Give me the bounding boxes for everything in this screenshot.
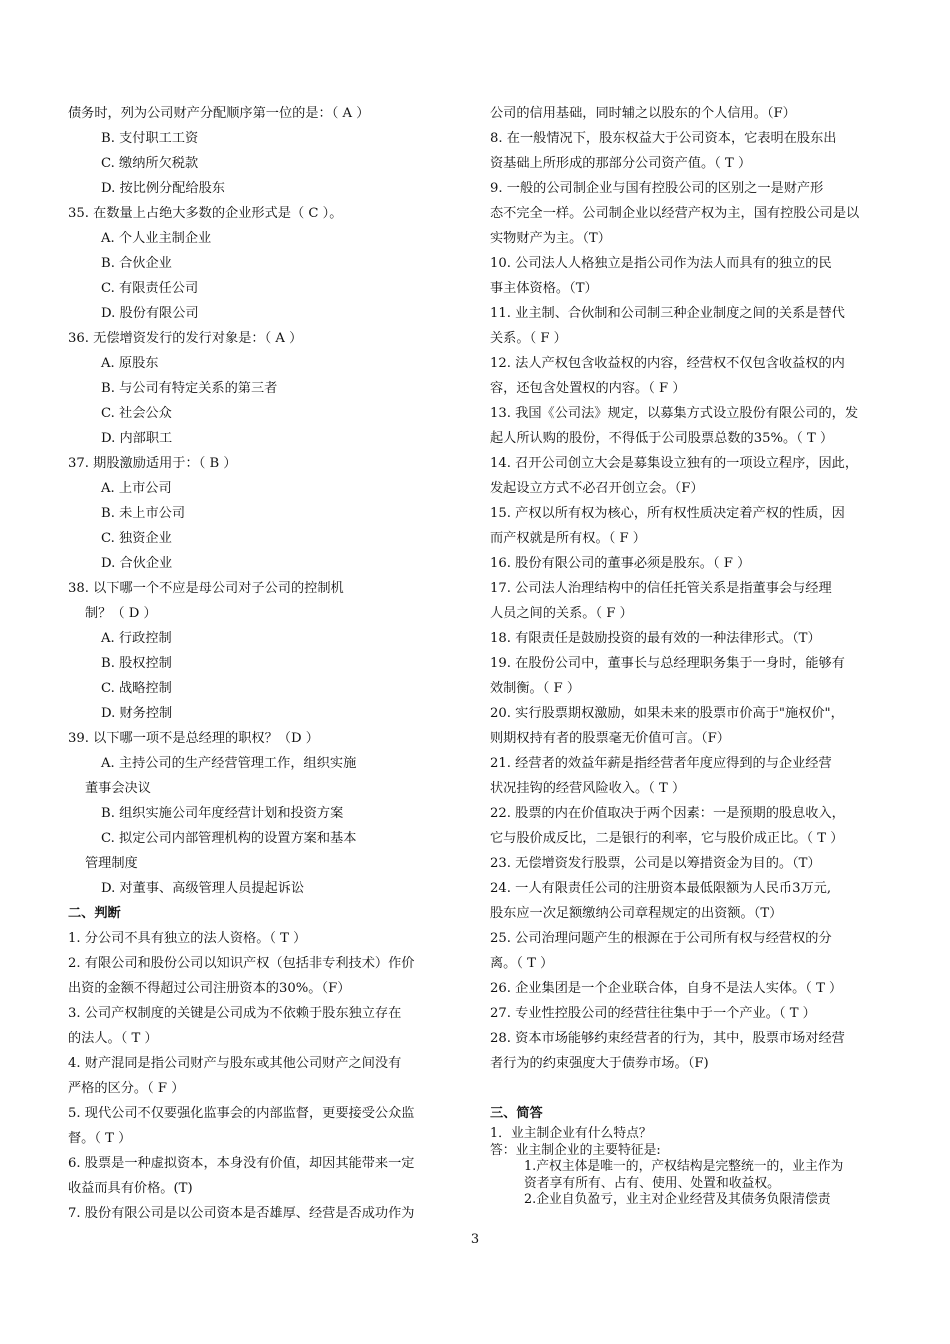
text-line: A. 原股东 bbox=[101, 356, 159, 371]
text-line: 实物财产为主。（T） bbox=[490, 231, 611, 246]
text-line: 1. 分公司不具有独立的法人资格。（ T ） bbox=[68, 931, 307, 946]
text-line: C. 拟定公司内部管理机构的设置方案和基本 bbox=[101, 831, 357, 846]
right-lines bbox=[490, 101, 885, 1126]
left-column bbox=[68, 101, 463, 1226]
text-line: B. 股权控制 bbox=[101, 656, 172, 671]
text-line: 18. 有限责任是鼓励投资的最有效的一种法律形式。（T） bbox=[490, 631, 821, 646]
text-line: B. 与公司有特定关系的第三者 bbox=[101, 381, 278, 396]
text-line: 24. 一人有限责任公司的注册资本最低限额为人民币3万元, bbox=[490, 881, 832, 896]
text-line: 20. 实行股票期权激励，如果未来的股票市价高于"施权价"， bbox=[490, 706, 844, 721]
text-line: 10. 公司法人人格独立是指公司作为法人而具有的独立的民 bbox=[490, 256, 832, 271]
text-line: 17. 公司法人治理结构中的信任托管关系是指董事会与经理 bbox=[490, 581, 832, 596]
text-line: 则期权持有者的股票毫无价值可言。（F） bbox=[490, 731, 730, 746]
text-line: 28. 资本市场能够约束经营者的行为，其中，股票市场对经营 bbox=[490, 1031, 845, 1046]
text-line: 19. 在股份公司中，董事长与总经理职务集于一身时，能够有 bbox=[490, 656, 845, 671]
text-line: 39. 以下哪一项不是总经理的职权？（D ） bbox=[68, 731, 319, 746]
text-line: 董事会决议 bbox=[85, 781, 151, 796]
text-line: 8. 在一般情况下，股东权益大于公司资本，它表明在股东出 bbox=[490, 131, 837, 146]
page-number: 3 bbox=[470, 1232, 480, 1247]
text-line: 态不完全一样。公司制企业以经营产权为主，国有控股公司是以 bbox=[490, 206, 860, 221]
text-line: 5. 现代公司不仅要强化监事会的内部监督，更要接受公众监 bbox=[68, 1106, 415, 1121]
text-line: 债务时，列为公司财产分配顺序第一位的是：（ A ） bbox=[68, 106, 370, 121]
text-line: 状况挂钩的经营风险收入。（ T ） bbox=[490, 781, 686, 796]
text-line: 36. 无偿增资发行的发行对象是：（ A ） bbox=[68, 331, 303, 346]
answer-line: 1．业主制企业有什么特点？ bbox=[490, 1126, 652, 1141]
text-line: 15. 产权以所有权为核心，所有权性质决定着产权的性质，因 bbox=[490, 506, 845, 521]
text-line: 7. 股份有限公司是以公司资本是否雄厚、经营是否成功作为 bbox=[68, 1206, 415, 1221]
text-line: C. 有限责任公司 bbox=[101, 281, 199, 296]
text-line: D. 股份有限公司 bbox=[101, 306, 199, 321]
text-line: C. 社会公众 bbox=[101, 406, 172, 421]
text-line: 12. 法人产权包含收益权的内容，经营权不仅包含收益权的内 bbox=[490, 356, 845, 371]
text-line: C. 战略控制 bbox=[101, 681, 172, 696]
text-line: 25. 公司治理问题产生的根源在于公司所有权与经营权的分 bbox=[490, 931, 832, 946]
text-line: 9. 一般的公司制企业与国有控股公司的区别之一是财产形 bbox=[490, 181, 824, 196]
text-line: 二、判断 bbox=[68, 906, 121, 921]
text-line: 11. 业主制、合伙制和公司制三种企业制度之间的关系是替代 bbox=[490, 306, 845, 321]
answer-line: 2.企业自负盈亏，业主对企业经营及其债务负限清偿责 bbox=[524, 1192, 831, 1207]
text-line: 3. 公司产权制度的关键是公司成为不依赖于股东独立存在 bbox=[68, 1006, 402, 1021]
text-line: 16. 股份有限公司的董事必须是股东。（ F ） bbox=[490, 556, 751, 571]
text-line: 股东应一次足额缴纳公司章程规定的出资额。（T） bbox=[490, 906, 783, 921]
text-line: 离。（ T ） bbox=[490, 956, 554, 971]
text-line: C. 独资企业 bbox=[101, 531, 172, 546]
text-line: 的法人。（ T ） bbox=[68, 1031, 158, 1046]
text-line: 4. 财产混同是指公司财产与股东或其他公司财产之间没有 bbox=[68, 1056, 402, 1071]
text-line: 发起设立方式不必召开创立会。（F） bbox=[490, 481, 704, 496]
text-line: 38. 以下哪一个不应是母公司对子公司的控制机 bbox=[68, 581, 344, 596]
text-line: B. 未上市公司 bbox=[101, 506, 186, 521]
text-line: 容，还包含处置权的内容。（ F ） bbox=[490, 381, 686, 396]
short-answer-block bbox=[490, 1126, 885, 1209]
text-line: D. 内部职工 bbox=[101, 431, 173, 446]
text-line: D. 合伙企业 bbox=[101, 556, 173, 571]
text-line: 事主体资格。（T） bbox=[490, 281, 598, 296]
text-line: 公司的信用基础，同时辅之以股东的个人信用。（F） bbox=[490, 106, 796, 121]
text-line: 关系。（ F ） bbox=[490, 331, 567, 346]
text-line: D. 对董事、高级管理人员提起诉讼 bbox=[101, 881, 305, 896]
text-line: 13. 我国《公司法》规定，以募集方式设立股份有限公司的，发 bbox=[490, 406, 859, 421]
text-line: A. 行政控制 bbox=[101, 631, 172, 646]
text-line: 21. 经营者的效益年薪是指经营者年度应得到的与企业经营 bbox=[490, 756, 832, 771]
text-line: 制？（ D ） bbox=[85, 606, 157, 621]
text-line: 收益而具有价格。(T) bbox=[68, 1181, 193, 1196]
text-line: C. 缴纳所欠税款 bbox=[101, 156, 199, 171]
answer-line: 1.产权主体是唯一的，产权结构是完整统一的，业主作为 bbox=[524, 1159, 844, 1174]
text-line: A. 个人业主制企业 bbox=[101, 231, 212, 246]
text-line: D. 财务控制 bbox=[101, 706, 173, 721]
text-line: 三、简答 bbox=[490, 1106, 543, 1121]
text-line: 者行为的约束强度大于债券市场。（F) bbox=[490, 1056, 709, 1071]
text-line: 效制衡。（ F ） bbox=[490, 681, 581, 696]
text-line: B. 合伙企业 bbox=[101, 256, 172, 271]
text-line: 管理制度 bbox=[85, 856, 138, 871]
text-line: 23. 无偿增资发行股票，公司是以筹措资金为目的。（T） bbox=[490, 856, 821, 871]
text-line: 26. 企业集团是一个企业联合体，自身不是法人实体。（ T ） bbox=[490, 981, 843, 996]
text-line: B. 支付职工工资 bbox=[101, 131, 199, 146]
text-line: 资基础上所形成的那部分公司资产值。（ T ） bbox=[490, 156, 752, 171]
text-line: 督。（ T ） bbox=[68, 1131, 132, 1146]
text-line: 22. 股票的内在价值取决于两个因素：一是预期的股息收入， bbox=[490, 806, 845, 821]
text-line: B. 组织实施公司年度经营计划和投资方案 bbox=[101, 806, 344, 821]
text-line: 14. 召开公司创立大会是募集设立独有的一项设立程序，因此， bbox=[490, 456, 859, 471]
text-line: A. 主持公司的生产经营管理工作，组织实施 bbox=[101, 756, 357, 771]
text-line: 37. 期股激励适用于：（ B ） bbox=[68, 456, 237, 471]
text-line: 6. 股票是一种虚拟资本，本身没有价值，却因其能带来一定 bbox=[68, 1156, 415, 1171]
text-line: 严格的区分。（ F ） bbox=[68, 1081, 185, 1096]
text-line: 27. 专业性控股公司的经营往往集中于一个产业。（ T ） bbox=[490, 1006, 816, 1021]
text-line: A. 上市公司 bbox=[101, 481, 172, 496]
text-line: 人员之间的关系。（ F ） bbox=[490, 606, 633, 621]
text-line: 起人所认购的股份，不得低于公司股票总数的35%。（ T ） bbox=[490, 431, 834, 446]
text-line: 2. 有限公司和股份公司以知识产权（包括非专利技术）作价 bbox=[68, 956, 415, 971]
text-line: 35. 在数量上占绝大多数的企业形式是（ C ）。 bbox=[68, 206, 343, 221]
text-line: 它与股价成反比，二是银行的利率，它与股价成正比。（ T ） bbox=[490, 831, 844, 846]
text-line: 出资的金额不得超过公司注册资本的30%。（F） bbox=[68, 981, 351, 996]
answer-line: 资者享有所有、占有、使用、处置和收益权。 bbox=[524, 1175, 780, 1191]
answer-line: 答：业主制企业的主要特征是: bbox=[490, 1142, 661, 1158]
right-column bbox=[490, 101, 885, 1209]
text-line: 而产权就是所有权。（ F ） bbox=[490, 531, 646, 546]
text-line bbox=[490, 1076, 885, 1101]
text-line: D. 按比例分配给股东 bbox=[101, 181, 225, 196]
